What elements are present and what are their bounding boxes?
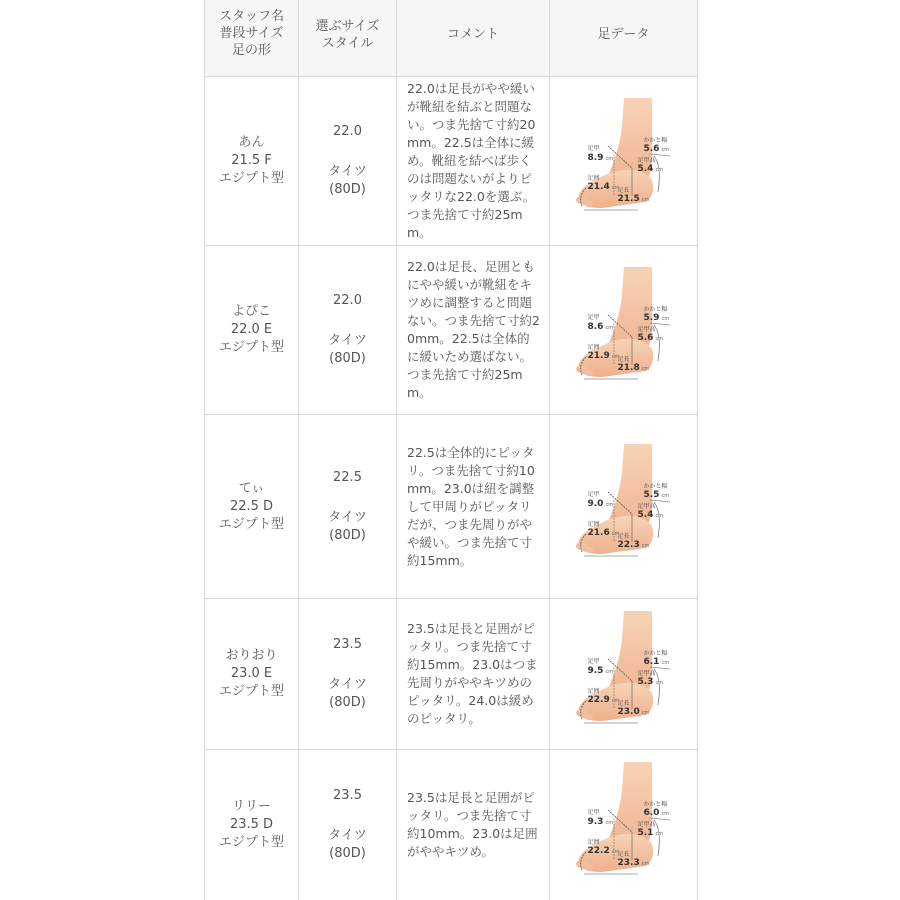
- instep-height-value: 5.3 cm: [637, 677, 664, 687]
- instep-value: 9.3 cm: [587, 817, 614, 827]
- heel-value: 5.9 cm: [643, 313, 670, 323]
- table-row: [205, 415, 697, 599]
- foot-data-cell: [550, 415, 697, 598]
- size-style-cell: [299, 599, 397, 749]
- length-value: 23.3 cm: [617, 858, 650, 868]
- instep-height-value: 5.4 cm: [637, 164, 664, 174]
- comment-cell: [397, 599, 550, 749]
- chosen-size: 22.0: [333, 124, 362, 139]
- instep-height-label: 足甲高: [637, 821, 656, 828]
- foot-shape: エジプト型: [218, 340, 284, 355]
- foot-data-cell: [550, 77, 697, 245]
- foot-diagram: [572, 265, 676, 395]
- header-staff: [205, 0, 299, 76]
- comment-text: 22.0は足長がやや緩いが靴紐を結ぶと問題ない。つま先捨て寸約20mm。22.5は全体に緩め。靴紐を結べば歩くのは問題ないがよりピッタリな22.0を選ぶ。つま先捨て寸約25mm。: [407, 81, 536, 240]
- length-value: 21.5 cm: [617, 194, 650, 204]
- instep-value: 9.0 cm: [587, 498, 614, 509]
- usual-size: 21.5 F: [231, 153, 272, 168]
- foot-data-cell: [550, 599, 697, 749]
- style-name: タイツ: [328, 828, 367, 843]
- heel-label: かかと幅: [643, 306, 668, 313]
- heel-value: 6.0 cm: [643, 808, 670, 818]
- length-value: 22.3 cm: [617, 539, 650, 550]
- size-style-cell: [299, 246, 397, 414]
- denier: (80D): [329, 527, 366, 543]
- foot-diagram: [572, 442, 676, 572]
- style-name: タイツ: [328, 677, 367, 692]
- foot-diagram: [572, 760, 676, 890]
- style-name: タイツ: [328, 333, 367, 348]
- header-staff-line: 足の形: [231, 43, 271, 58]
- foot-data-cell: [550, 750, 697, 900]
- instep-value: 8.6 cm: [587, 322, 614, 332]
- instep-label: 足甲: [587, 314, 600, 321]
- header-foot-label: 足データ: [597, 27, 650, 42]
- foot-shape: エジプト型: [218, 684, 284, 699]
- instep-height-value: 5.4 cm: [637, 509, 664, 520]
- header-staff-line: スタッフ名: [218, 9, 284, 24]
- comment-cell: [397, 415, 550, 598]
- comment-text: 23.5は足長と足囲がピッタリ。つま先捨て寸約10mm。23.0は足囲がややキツめ。: [407, 790, 538, 859]
- girth-label: 足囲: [587, 344, 600, 351]
- size-style-cell: [299, 750, 397, 900]
- length-label: 足長: [617, 356, 630, 363]
- style-name: タイツ: [328, 164, 367, 179]
- staff-cell: [205, 415, 299, 598]
- size-style-cell: [299, 415, 397, 598]
- table-row: [205, 599, 697, 750]
- staff-name: リリー: [231, 799, 271, 814]
- header-comment-label: コメント: [446, 27, 499, 42]
- foot-data-cell: [550, 246, 697, 414]
- staff-cell: [205, 750, 299, 900]
- instep-label: 足甲: [587, 809, 600, 816]
- instep-height-label: 足甲高: [637, 502, 656, 510]
- foot-diagram: [572, 96, 676, 226]
- instep-value: 8.9 cm: [587, 153, 614, 163]
- header-foot-data: [550, 0, 697, 76]
- instep-height-label: 足甲高: [637, 157, 656, 164]
- comment-text: 22.0は足長、足囲ともにやや緩いが靴紐をキツめに調整すると問題ない。つま先捨て寸約20mm。22.5は全体的に緩いため選ばない。つま先捨て寸約25mm。: [407, 259, 540, 400]
- staff-cell: [205, 599, 299, 749]
- staff-cell: [205, 77, 299, 245]
- denier: (80D): [329, 182, 366, 197]
- usual-size: 23.5 D: [229, 817, 274, 832]
- instep-label: 足甲: [587, 145, 600, 152]
- style-name: タイツ: [328, 509, 367, 525]
- staff-name: よぴこ: [231, 304, 271, 319]
- heel-label: かかと幅: [643, 482, 668, 490]
- instep-value: 9.5 cm: [587, 666, 614, 676]
- table-row: [205, 750, 697, 900]
- foot-shape: エジプト型: [218, 835, 284, 850]
- heel-label: かかと幅: [643, 801, 668, 808]
- foot-shape: エジプト型: [218, 171, 284, 186]
- usual-size: 23.0 E: [230, 666, 273, 681]
- girth-label: 足囲: [587, 688, 600, 695]
- length-value: 21.8 cm: [617, 363, 650, 373]
- staff-name: てぃ: [238, 480, 265, 496]
- size-style-cell: [299, 77, 397, 245]
- length-value: 23.0 cm: [617, 707, 650, 717]
- heel-label: かかと幅: [643, 137, 668, 144]
- header-comment: [397, 0, 550, 76]
- usual-size: 22.0 E: [230, 322, 273, 337]
- length-label: 足長: [617, 700, 630, 707]
- heel-value: 6.1 cm: [643, 657, 670, 667]
- denier: (80D): [329, 846, 366, 861]
- girth-value: 22.9 cm: [587, 695, 620, 705]
- header-size-style: [299, 0, 397, 76]
- heel-value: 5.6 cm: [643, 144, 670, 154]
- usual-size: 22.5 D: [229, 498, 274, 514]
- instep-height-label: 足甲高: [637, 326, 656, 333]
- staff-name: おりおり: [225, 648, 278, 663]
- chosen-size: 22.5: [333, 469, 362, 485]
- girth-value: 21.6 cm: [587, 527, 620, 538]
- table-row: [205, 246, 697, 415]
- length-label: 足長: [617, 532, 630, 540]
- comment-text: 22.5は全体的にピッタリ。つま先捨て寸約10mm。23.0は紐を調整して甲周りがピッタリだが、つま先周りがやや緩い。つま先捨て寸約15mm。: [407, 444, 535, 568]
- instep-height-label: 足甲高: [637, 670, 656, 677]
- girth-value: 21.9 cm: [587, 351, 620, 361]
- chosen-size: 23.5: [333, 788, 362, 803]
- table-header: [205, 0, 697, 77]
- header-staff-line: 普段サイズ: [219, 26, 284, 41]
- header-size-line: 選ぶサイズ: [315, 19, 380, 34]
- heel-label: かかと幅: [643, 650, 668, 657]
- girth-value: 21.4 cm: [587, 182, 620, 192]
- instep-height-value: 5.6 cm: [637, 333, 664, 343]
- comment-cell: [397, 77, 550, 245]
- fitting-table: [204, 0, 698, 900]
- comment-cell: [397, 750, 550, 900]
- girth-label: 足囲: [587, 520, 600, 528]
- denier: (80D): [329, 351, 366, 366]
- denier: (80D): [329, 695, 366, 710]
- chosen-size: 23.5: [333, 637, 362, 652]
- girth-label: 足囲: [587, 175, 600, 182]
- comment-text: 23.5は足長と足囲がピッタリ。つま先捨て寸約15mm。23.0はつま先周りがややキツめのピッタリ。24.0は緩めのピッタリ。: [407, 621, 538, 726]
- staff-cell: [205, 246, 299, 414]
- instep-height-value: 5.1 cm: [637, 828, 664, 838]
- chosen-size: 22.0: [333, 293, 362, 308]
- girth-label: 足囲: [587, 839, 600, 846]
- foot-diagram: [572, 609, 676, 739]
- table-row: [205, 77, 697, 246]
- length-label: 足長: [617, 187, 630, 194]
- foot-shape: エジプト型: [218, 516, 284, 532]
- instep-label: 足甲: [587, 658, 600, 665]
- comment-cell: [397, 246, 550, 414]
- heel-value: 5.5 cm: [643, 489, 670, 500]
- staff-name: あん: [238, 135, 265, 150]
- header-size-line: スタイル: [321, 36, 374, 51]
- instep-label: 足甲: [587, 490, 600, 498]
- length-label: 足長: [617, 851, 630, 858]
- girth-value: 22.2 cm: [587, 846, 620, 856]
